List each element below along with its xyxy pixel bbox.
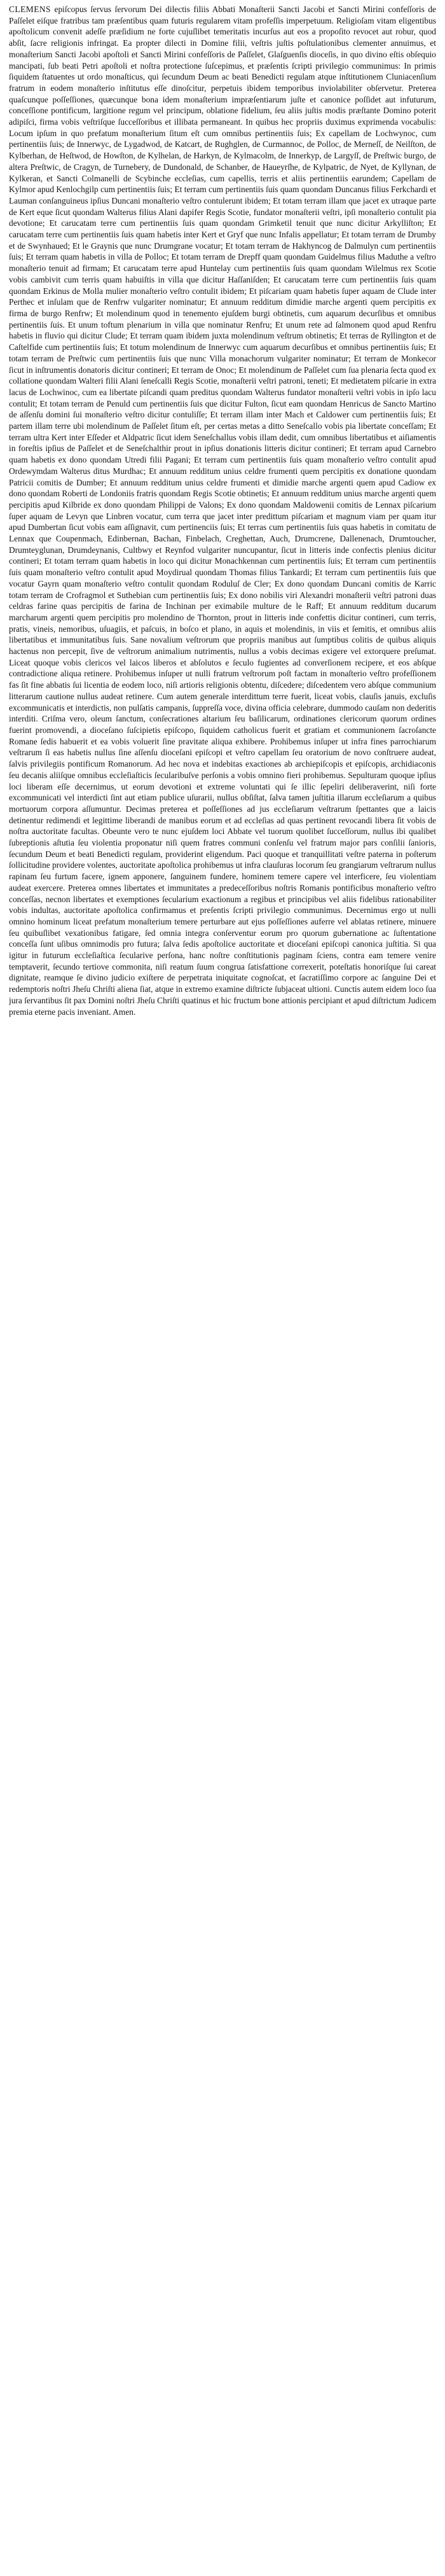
bull-body [9,4,436,1017]
bull-text: epiſcopus ſervus ſervorum Dei dilectis filiis Abbati Monaſterii Sancti Jacobi et Sancti Mirini confeſſoris de Paſſelet eiſque fratribus tam præſentibus quam futuris regularem vitam profeſſis imperpetuum. Religioſam vitam eligentibus apoſtolicum convenit adeſſe præſidium ne forte cujuſlibet temeritatis incurſus aut eos a propoſito revocet aut robur, quod abſit, ſacre religionis infringat. Ea propter dilecti in Domine filii, veſtris juſtis poſtulationibus clementer annuimus, et monaſterium Sancti Jacobi apoſtoli et Sancti Mirini confeſſoris de Paſſelet, Glaſguenſis dioceſis, in quo divino eſtis obſequio mancipati, ſub beati Petri apoſtoli et noſtra protectione ſuſcepimus, et præſentis ſcripti privilegio communimus: In primis ſiquidem ſtatuentes ut ordo monaſticus, qui ſecundum Deum ac beati Benedicti regulam atque inſtitutionem Cluniacenſium fratrum in eodem monaſterio inſtitutus eſſe dinoſcitur, perpetuis ibidem temporibus inviolabiliter obſervetur. Preterea quaſcunque poſſeſſiones, quæcunque bona idem monaſterium impræſentiarum juſte et canonice poſſidet aut infuturum, conceſſione pontificum, largitione regum vel principum, oblatione fidelium, ſeu aliis juſtis modis præſtante Domino poterit adipiſci, firma vobis veſtriſque ſucceſſoribus et illibata permaneant. In quibus hec propriis duximus exprimenda vocabulis: Locum ipſum in quo prefatum monaſterium ſitum eſt cum omnibus pertinentiis ſuis; Ex capellam de Lochwynoc, cum pertinentiis ſuis; de Innerwyc, de Lygadwod, de Katcart, de Rughglen, de Curmannoc, de Polloc, de Merneſſ, de Neilſton, de Kylberhan, de Heſtwod, de Howſton, de Kylhelan, de Harkyn, de Kylmacolm, de Innerkyp, de Largyſſ, de Preſtwic burgo, de altera Preſtwic, de Cragyn, de Turnebery, de Dundonald, de Schanber, de Haueyrſhe, de Kylpatric, de Nyet, de Kyllynan, de Kylkeran, et Sancti Colmanelli de Scybinche eccleſias, cum capellis, terris et aliis pertinentiis earundem; Capellam de Kylmor apud Kenlochgilp cum pertinentiis ſuis; Et terram cum pertinentiis ſuis quam quondam Duncanus filius Ferkchardi et Lauman conſanguineus ipſius Duncani monaſterio veſtro contulerunt ibidem; Et totam terram illam que jacet ex utraque parte de Kert eque ſicut quondam Walterus filius Alani dapifer Regis Scotie, fundator monaſterii veſtri, ipſi monaſterio contulit pia devotione; Et carucatam terre cum pertinentiis ſuis quam quondam Grimketil tenuit que nunc dicitur Arkylliſton; Et carucatam terre cum pertinentiis ſuis quam habetis inter Kert et Gryf que nunc Infalis appellatur; Et totam terram de Drumby et de Swynhaued; Et le Graynis que nunc Drumgrane vocatur; Et totam terram de Hakhyncog de Dalmulyn cum pertinentiis ſuis; Et terram quam habetis in villa de Polloc; Et totam terram de Drepff quam quondam Guidelmus filius Maduthe a veſtro monaſterio tenuit ad firmam; Et carucatam terre apud Huntelay cum pertinentiis ſuis quam quondam Wilelmus rex Scotie vobis cambivit cum terris quam habuiſtis in villa que dicitur Haſſaniſden; Et carucatam terre cum pertinentiis ſuis quam quondam Erkinus de Molla mulier monaſterio veſtro contulit ibidem; Et piſcariam quam habetis ſuper aquam de Clude inter Perthec et inſulam que de Renfrw vulgariter nominatur; Et annuum redditum dimidie marche argenti quem percipitis ex firma de burgo Renfrw; Et molendinum quod in tenemento ejuſdem burgi obtinetis, cum aquarum decurſibus et omnibus pertinentiis ſuis. Et unum toftum plenarium in villa que nominatur Renfru; Et unum rete ad ſalmonem quod apud Renfru habetis in fluvio qui dicitur Clude; Et terram quam ibidem juxta molendinum veſtrum obtinetis; Et terras de Ryllington et de Caſtelfide cum pertinentiis ſuis; Et totum molendinum de Innerwyc cum aquarum decurſibus et omnibus pertinentiis ſuis; Et totam terram de Preſtwic cum pertinentiis ſuis que nunc Villa monachorum vulgariter nominatur; Et terram de Monkecor ſicut in inſtrumentis donatoris dicitur contineri; Et terram de Onoc; Et molendinum de Paſſelet cum ſua plenaria ſecta quod ex collatione quondam Walteri filii Alani ſeneſcalli Regis Scotie, monaſterii veſtri patroni, teneti; Et medietatem piſcarie in extra lacus de Lochwinoc, cum ea libertate piſcandi quam preditus quondam Walterus fundator monaſterii veſtri vobis in ipſo lacu contulit; Et totam terram de Penuld cum pertinentiis ſuis que dicitur Fulton, ſicut eam quondam Henricus de Sancto Martino de aſſenſu domini ſui monaſterio veſtro dicitur contuliſſe; Et terram illam inter Mach et Caldower cum pertinentiis ſuis; Et partem illam terre ubi molendinum de Paſſelet ſitum eſt, per certas metas a ditto Seneſcallo vobis pia libertate conceſſam; Et terram ultra Kert inter Eſſeder et Aldpatric ſicut idem Seneſchallus vobis illam dedit, cum omnibus libertatibus et aiſiamentis in foreſtis ipſius de Paſſelet et de Seneſchalthir prout in ipſius donationis litteris dicitur contineri; Et terram apud Carnebro quam habetis ex dono quondam Utredi filii Pagani; Et terram cum pertinentiis ſuis quam monaſterio veſtro contulit apud Ordewymdam Walterus ditus Murdhac; Et annuum redditum unius celdre frumenti quem percipitis ex donatione quondam Patricii comitis de Dumber; Et annuum redditum unius celdre frumenti et dimidie marche argenti quem apud Cadiow ex dono quondam Roberti de Londoniis fratris quondam Regis Scotie obtinetis; Et annuum redditum unius marche argenti quem percipitis apud Kilbride ex dono quondam Philippi de Valons; Ex dono quondam Maldowenii comitis de Lennax piſcarium ſuper aquam de Levyn que Linbren vocatur, cum terra que jacet inter predittum piſcariam et magnum viam per quam itur apud Dumbertan ſicut vobis eam aſſignavit, cum pertinenciis ſuis; Et terras cum pertinentiis ſuis quas habetis in comitatu de Lennax que Coupenmach, Edinbernan, Bachan, Finbelach, Creghettan, Auch, Drumcrene, Dallenenach, Drumtoucher, Drumteyglunan, Drumdeynanis, Cultbwy et Reynfod vulgariter nuncupantur, ſicut in litteris inde confectis plenius dicitur contineri; Et totam terram quam habetis in loco qui dicitur Monachkennan cum pertinentiis ſuis; Et terram cum pertinentiis ſuis quam monaſterio veſtro contulit apud Moydirual quondam Thomas filius Tankardi; Et terram cum pertinentiis ſuis que vocatur Gayrn quam monaſterio veſtro contulit quondam Roduluſ de Cler; Ex dono quondam Duncani comitis de Karric totam terram de Crofragmol et Suthebian cum pertinentiis ſuis; Ex dono nobilis viri Alexandri monaſterii veſtri patroni duas celdras farine quas percipitis de farina de Inchinan per eximabile multure de le Raff; Et annuum redditum ducarum marcharum argenti quem percipitis pro molendino de Thornton, prout in litteris inde confettis dicitur contineri, cum terris, pratis, vineis, nemoribus, uſuagiis, et paſcuis, in boſco et plano, in aquis et molendinis, in viis et ſemitis, et omnibus aliis libertatibus et immunitatibus ſuis. Sane novalium veſtrorum que propriis manibus aut ſumptibus colitis de quibus aliquis hactenus non percepit, ſive de veſtrorum animalium nutrimentis, nullus a vobis decimas exigere vel extorquere preſumat. Liceat quoque vobis clericos vel laicos liberos et abſolutos e ſeculo fugientes ad converſionem recipere, et eos abſque contradictione aliqua retinere. Prohibemus inſuper ut nulli fratrum veſtrorum poſt factam in monaſterio veſtro profeſſionem fas ſit fine abbatis ſui licentia de eodem loco, niſi artioris religionis obtentu, diſcedere; diſcedentem vero abſque communium litterarum cautione nullus audeat retinere. Cum autem generale interdittum terre fuerit, liceat vobis, clauſis januis, excluſis excommunicatis et interdictis, non pulſatis campanis, ſuppreſſa voce, divina officia celebrare, dummodo cauſam non dederitis interditi. Criſma vero, oleum ſanctum, conſecrationes altarium ſeu baſilicarum, ordinationes clericorum quorum ordines fuerint promovendi, a dioceſano ſuſcipietis epiſcopo, ſiquidem catholicus fuerit et gratiam et communionem ſacroſancte Romane ſedis habuerit et ea vobis voluerit ſine pravitate aliqua exhibere. Prohibemus inſuper ut infra fines parrochiarum veſtrarum ſi eas habetis nullus ſine aſſenſu dioceſani epiſcopi et veſtro capellam ſeu oratorium de novo conſtruere audeat, ſalvis privilegiis pontificum Romanorum. Ad hec nova et indebitas exactiones ab archiepiſcopis et epiſcopis, archidiaconis ſeu decanis aliiſque omnibus eccleſiaſticis ſecularibuſve perſonis a vobis omnino fieri prohibemus. Sepulturam quoque ipſius loci liberam eſſe decernimus, ut eorum devotioni et extreme voluntati qui ſe illic ſepeliri deliberaverint, niſi forte excommunicati vel interdicti ſint aut etiam publice uſurarii, nullus obſiſtat, ſalva tamen juſtitia illarum eccleſiarum a quibus mortuorum corpora aſſumuntur. Decimas preterea et poſſeſſiones ad jus eccleſiarum veſtrarum ſpettantes que a laicis detinentur redimendi et legittime liberandi de manibus eorum et ad eccleſias ad quas pertinent revocandi libera ſit vobis de noſtra auctoritate facultas. Obeunte vero te nunc ejuſdem loci Abbate vel tuorum quolibet ſucceſſorum, nullus ibi qualibet ſubreptionis aſtutia ſeu violentia proponatur niſi quem fratres communi conſenſu vel fratrum major pars conſilii ſanioris, ſecundum Deum et beati Benedicti regulam, providerint eligendum. Paci quoque et tranquillitati veſtre paterna in poſterum ſollicitudine providere volentes, auctoritate apoſtolica prohibemus ut infra clauſuras locorum ſeu grangiarum veſtrarum nullus rapinam ſeu furtum facere, ignem apponere, ſanguinem fundere, hominem temere capere vel interficere, ſeu violentiam audeat exercere. Preterea omnes libertates et immunitates a predeceſſoribus noſtris Romanis pontificibus monaſterio veſtro conceſſas, necnon libertates et exemptiones ſecularium exactionum a regibus et principibus vel aliis fidelibus rationabiliter vobis indultas, auctoritate apoſtolica confirmamus et preſentis ſcripti privilegio communimus. Decernimus ergo ut nulli omnino hominum liceat prefatum monaſterium temere perturbare aut ejus poſſeſſiones auferre vel ablatas retinere, minuere ſeu quibuſlibet vexationibus fatigare, ſed omnia integra conſerventur eorum pro quorum gubernatione ac ſuſtentatione conceſſa ſunt uſibus omnimodis pro futura; ſalva ſedis apoſtolice auctoritate et dioceſani epiſcopi canonica juſtitia. Si qua igitur in futurum eccleſiaſtica ſecularive perſona, hanc noſtre conſtitutionis paginam ſciens, contra eam temere venire temptaverit, ſecundo tertiove commonita, niſi reatum ſuum congrua ſatisfattione correxerit, poteſtatis honoriſque ſui careat dignitate, reamque ſe divino judicio exiſtere de perpetrata iniquitate cognoſcat, et ſacratiſſimo corpore ac ſanguine Dei et redemptoris noſtri Jheſu Chriſti aliena ſiat, atque in extremo examine diſtricte ſubjaceat ultioni. Cunctis autem eidem loco ſua jura ſervantibus ſit pax Domini noſtri Jheſu Chriſti quatinus et hic fructum bone attionis percipiant et apud diſtrictum Judicem premia eterne pacis inveniant. [9,4,436,1017]
bull-closing: Amen. [113,1006,136,1017]
papal-bull-document [9,4,436,2572]
document-heading: CLEMENS [9,4,51,14]
